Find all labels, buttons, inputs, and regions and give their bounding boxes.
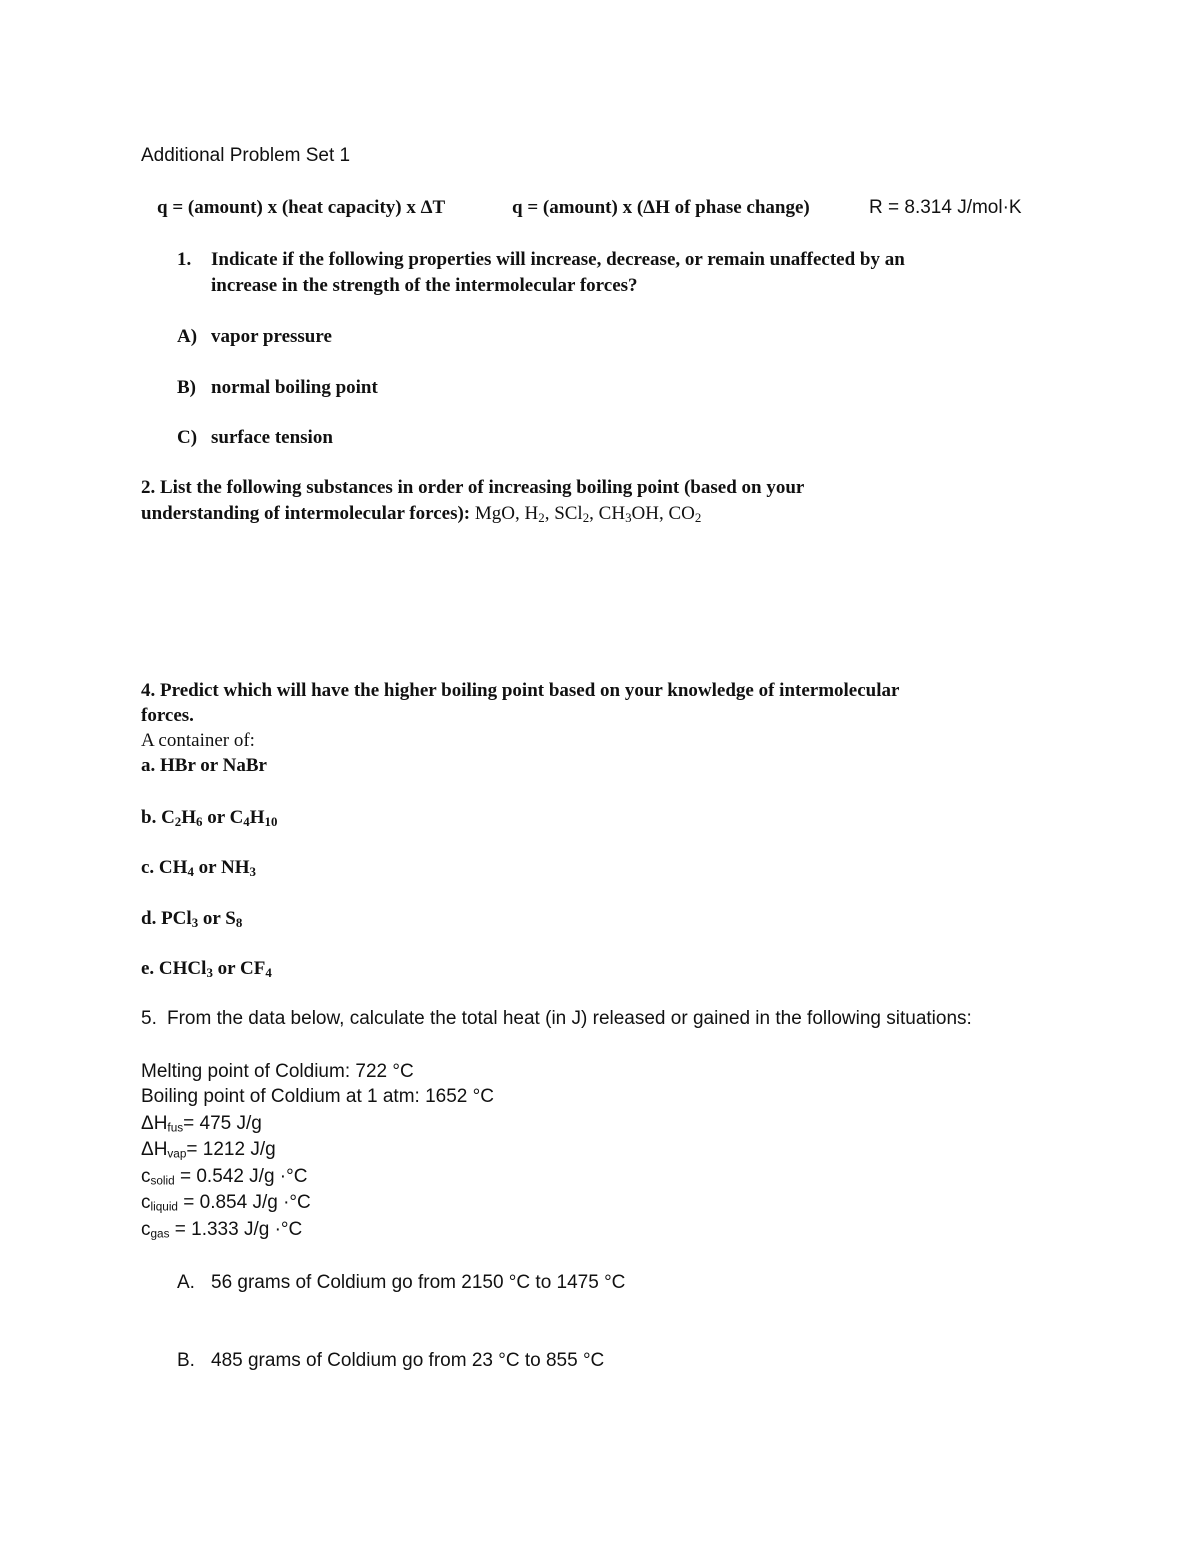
- item-text: surface tension: [211, 427, 333, 448]
- enthalpy-vaporization: ΔHvap= 1212 J/g: [141, 1139, 276, 1161]
- boiling-point: Boiling point of Coldium at 1 atm: 1652 °C: [141, 1086, 494, 1107]
- part-a: [177, 1271, 625, 1295]
- formula-sensible-heat: q = (amount) x (heat capacity) x ΔT: [157, 197, 446, 218]
- option-d: d. PCl$_3$ or $S_8$: [141, 908, 243, 931]
- item-letter: C): [177, 427, 198, 448]
- list-item: [177, 426, 333, 450]
- list-item: [177, 376, 378, 400]
- part-letter: B.: [177, 1350, 195, 1371]
- question-text-cont: understanding of intermolecular forces): MgO, $H_2$, SCl$_2$, $CH_3OH$, $CO_2$: [141, 503, 702, 526]
- option-a: a. HBr or NaBr: [141, 755, 267, 776]
- melting-point: Melting point of Coldium: 722 °C: [141, 1061, 414, 1082]
- part-letter: A.: [177, 1272, 195, 1293]
- item-letter: B): [177, 377, 196, 398]
- page-title: Additional Problem Set 1: [141, 145, 351, 166]
- heat-capacity-liquid: cliquid = 0.854 J/g ·°C: [141, 1192, 311, 1214]
- option-c: c. $CH_4$ or $NH_3$: [141, 857, 256, 880]
- substance-list: MgO, $H_2$, SCl$_2$, $CH_3OH$, $CO_2$: [474, 503, 702, 526]
- item-text: vapor pressure: [211, 326, 332, 347]
- list-item: [177, 325, 332, 349]
- question-text-cont: forces.: [141, 705, 194, 726]
- question-text-cont: increase in the strength of the intermolecular forces?: [211, 275, 638, 296]
- option-e: e. CHCl$_3$ or $CF_4$: [141, 958, 272, 981]
- enthalpy-fusion: ΔHfus= 475 J/g: [141, 1113, 262, 1135]
- question-subheading: A container of:: [141, 730, 255, 751]
- part-text: 56 grams of Coldium go from 2150 °C to 1475 °C: [211, 1272, 626, 1293]
- item-letter: A): [177, 326, 198, 347]
- formula-phase-change: q = (amount) x (ΔH of phase change): [512, 197, 810, 218]
- gas-constant: R = 8.314 J/mol·K: [869, 197, 1022, 218]
- heat-capacity-solid: csolid = 0.542 J/g ·°C: [141, 1166, 308, 1188]
- question-text: 2. List the following substances in order of increasing boiling point (based on your: [141, 477, 805, 498]
- part-text: 485 grams of Coldium go from 23 °C to 855 °C: [211, 1350, 605, 1371]
- question-text: From the data below, calculate the total heat (in J) released or gained in the following situations:: [167, 1008, 972, 1029]
- option-b: b. $C_2H_6$ or $C_4H_{10}$: [141, 807, 278, 830]
- question-number: 5.: [141, 1008, 157, 1029]
- item-text: normal boiling point: [211, 377, 378, 398]
- part-b: [177, 1349, 604, 1373]
- heat-capacity-gas: cgas = 1.333 J/g ·°C: [141, 1219, 303, 1241]
- question-number: 1.: [177, 249, 192, 270]
- question-text: 4. Predict which will have the higher boiling point based on your knowledge of intermolecular: [141, 680, 900, 701]
- question-text: Indicate if the following properties will increase, decrease, or remain unaffected by an: [211, 249, 905, 270]
